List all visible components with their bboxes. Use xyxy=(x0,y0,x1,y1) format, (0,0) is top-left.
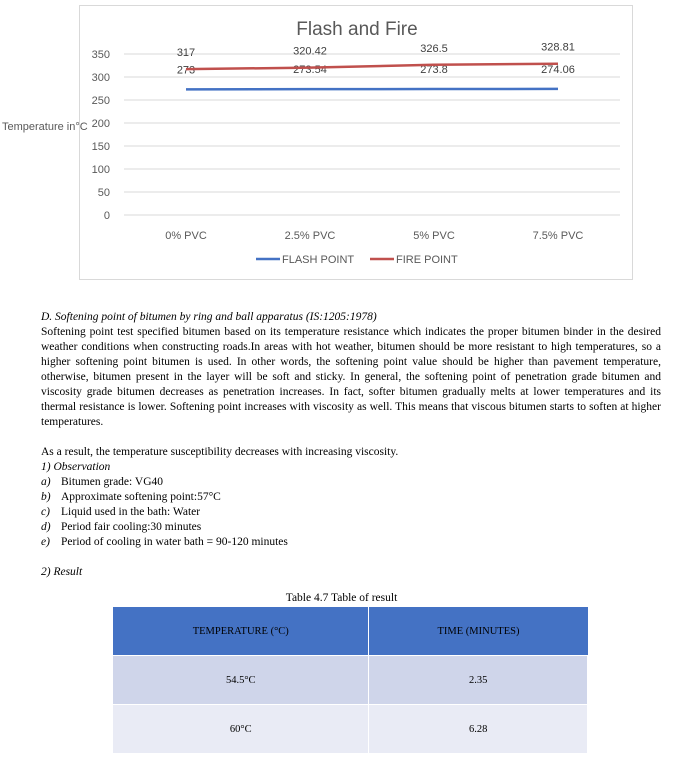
legend-label: FLASH POINT xyxy=(282,254,355,266)
data-label: 274.06 xyxy=(541,63,575,76)
table-row xyxy=(113,705,588,754)
x-tick-label: 7.5% PVC xyxy=(532,230,584,242)
chart-title: Flash and Fire xyxy=(296,19,418,40)
list-marker: d) xyxy=(41,521,51,533)
series-line xyxy=(186,64,558,69)
y-tick-label: 50 xyxy=(97,187,110,199)
list-item xyxy=(41,475,661,490)
y-axis-label: Temperature in°C xyxy=(2,121,88,133)
list-text: Bitumen grade: VG40 xyxy=(61,476,163,488)
data-label: 273 xyxy=(176,64,196,77)
section-heading: D. Softening point of bitumen by ring and ball apparatus (IS:1205:1978) xyxy=(41,311,377,323)
header-temperature: TEMPERATURE (°C) xyxy=(113,607,369,656)
list-marker: a) xyxy=(41,476,51,488)
result-table xyxy=(113,607,588,753)
table-header-row xyxy=(113,607,588,656)
table-cell: 60°C xyxy=(113,705,369,754)
legend-label: FIRE POINT xyxy=(396,254,458,266)
list-text: Period of cooling in water bath = 90-120 minutes xyxy=(61,536,288,548)
y-tick-label: 0 xyxy=(103,210,110,222)
y-tick-label: 350 xyxy=(91,49,110,61)
document-body xyxy=(41,310,661,580)
conclusion-text: As a result, the temperature susceptibility decreases with increasing viscosity. xyxy=(41,446,399,458)
section-paragraph: Softening point test specified bitumen based on its temperature resistance which indicates the proper bitumen binder in the desired weather conditions when constructing roads.In areas with hot weather, bitumen should be more resistant to high temperatures, so a higher softening point bitumen is used. In other words, the softening point value should be higher than pavement temperature, otherwise, bitumen present in the layer will be soft and sticky. In general, the softening point of penetration grade bitumen and viscosity grade bitumen decreases as penetration increases. In fact, softer bitumen gradually melts at lower temperatures and its thermal resistance is lower. Softening point increases with viscosity as well. This means that viscous bitumen starts to soften at higher temperatures. xyxy=(41,326,661,428)
y-tick-label: 250 xyxy=(91,95,110,107)
result-heading: 2) Result xyxy=(41,566,83,578)
data-label: 320.42 xyxy=(293,45,327,58)
y-tick-label: 150 xyxy=(91,141,110,153)
y-tick-label: 200 xyxy=(91,118,110,130)
list-item xyxy=(41,520,661,535)
data-label: 328.81 xyxy=(541,41,575,54)
data-label: 273.8 xyxy=(420,64,448,77)
observation-heading: 1) Observation xyxy=(41,461,111,473)
y-tick-label: 300 xyxy=(91,72,110,84)
data-label: 326.5 xyxy=(420,42,448,55)
list-item xyxy=(41,535,661,550)
list-item xyxy=(41,490,661,505)
header-time: TIME (MINUTES) xyxy=(369,607,588,656)
y-tick-label: 100 xyxy=(91,164,110,176)
list-text: Approximate softening point:57°C xyxy=(61,491,221,503)
x-tick-label: 5% PVC xyxy=(413,230,455,242)
x-tick-label: 0% PVC xyxy=(165,230,207,242)
list-marker: c) xyxy=(41,506,50,518)
table-caption: Table 4.7 Table of result xyxy=(285,592,398,604)
list-marker: b) xyxy=(41,491,51,503)
data-label: 317 xyxy=(176,47,196,60)
x-tick-label: 2.5% PVC xyxy=(284,230,336,242)
list-text: Liquid used in the bath: Water xyxy=(61,506,201,518)
list-text: Period fair cooling:30 minutes xyxy=(61,521,202,533)
table-row xyxy=(113,656,588,705)
data-label: 273.54 xyxy=(293,64,327,77)
list-marker: e) xyxy=(41,536,50,548)
line-chart xyxy=(80,6,634,281)
table-cell: 2.35 xyxy=(369,656,588,705)
table-cell: 6.28 xyxy=(369,705,588,754)
table-cell: 54.5°C xyxy=(113,656,369,705)
chart-frame xyxy=(79,5,633,280)
list-item xyxy=(41,505,661,520)
